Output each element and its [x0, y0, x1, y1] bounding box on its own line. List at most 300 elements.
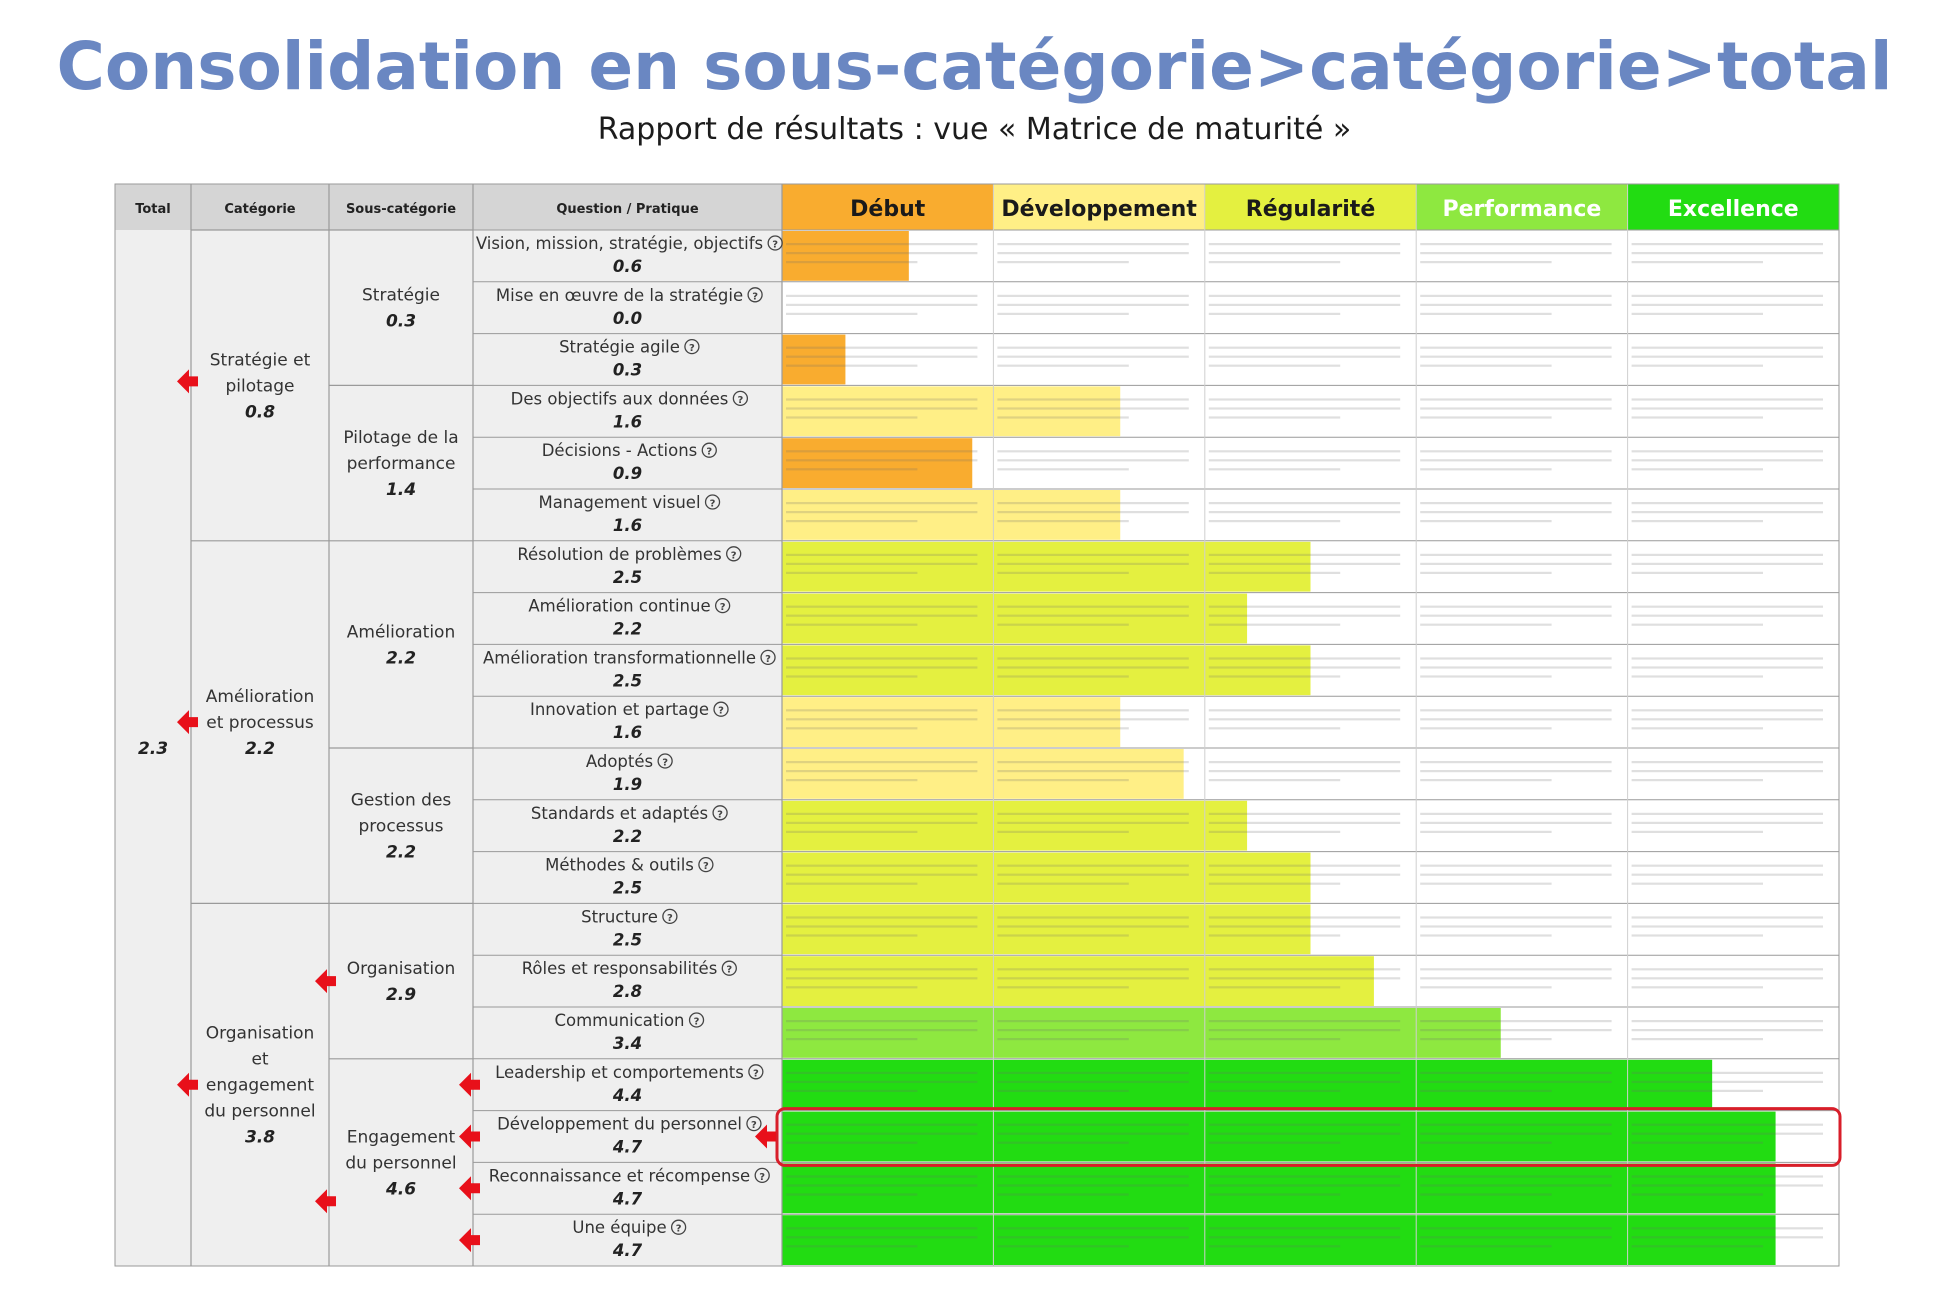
description-text-line	[1420, 822, 1611, 824]
description-text-line	[1420, 1133, 1611, 1135]
subcategory-score: 2.2	[385, 842, 417, 863]
description-text-line	[1209, 761, 1400, 763]
description-text-line	[997, 1175, 1188, 1177]
description-text-line	[786, 831, 917, 833]
description-text-line	[997, 407, 1188, 409]
question-label: Résolution de problèmes	[517, 544, 722, 564]
description-text-line	[997, 1038, 1128, 1040]
description-text-line	[1420, 1175, 1611, 1177]
description-text-line	[1632, 874, 1823, 876]
description-text-line	[1209, 450, 1400, 452]
description-text-line	[1632, 304, 1823, 306]
description-text-line	[997, 675, 1128, 677]
subcategory-score: 2.2	[385, 648, 417, 669]
description-text-line	[1420, 407, 1611, 409]
description-text-line	[1420, 1020, 1611, 1022]
description-text-line	[997, 1227, 1188, 1229]
description-text-line	[1209, 243, 1400, 245]
description-text-line	[1632, 1227, 1823, 1229]
subcategory-score: 2.9	[385, 985, 417, 1006]
description-text-line	[1632, 407, 1823, 409]
description-text-line	[786, 459, 977, 461]
description-text-line	[997, 657, 1188, 659]
description-text-line	[1420, 1029, 1611, 1031]
description-text-line	[1420, 1227, 1611, 1229]
question-label: Mise en œuvre de la stratégie	[495, 285, 744, 305]
description-text-line	[786, 502, 977, 504]
subcategory-label-line: Engagement	[346, 1127, 456, 1148]
level-label: Développement	[1001, 197, 1197, 222]
question-score: 0.6	[612, 257, 643, 276]
level-label: Début	[850, 197, 926, 222]
description-text-line	[786, 709, 977, 711]
description-text-line	[786, 883, 917, 885]
score-bar	[782, 335, 845, 385]
question-label: Méthodes & outils	[545, 855, 694, 875]
description-text-line	[1632, 1245, 1763, 1247]
description-text-line	[1420, 295, 1611, 297]
subcategory-label-line: Amélioration	[346, 622, 456, 643]
description-text-line	[1420, 468, 1551, 470]
description-text-line	[1632, 968, 1823, 970]
description-text-line	[1632, 1133, 1823, 1135]
help-icon-glyph: ?	[693, 1016, 700, 1028]
header-question: Question / Pratique	[556, 202, 699, 217]
category-label-line: Amélioration	[205, 687, 315, 708]
description-text-line	[1420, 520, 1551, 522]
description-text-line	[786, 554, 977, 556]
description-text-line	[1632, 606, 1823, 608]
description-text-line	[1209, 1029, 1400, 1031]
score-bar	[782, 594, 1247, 644]
description-text-line	[997, 347, 1188, 349]
description-text-line	[1420, 968, 1611, 970]
description-text-line	[1632, 520, 1763, 522]
description-text-line	[1209, 554, 1400, 556]
category-score: 0.8	[244, 402, 276, 423]
subcategory-score: 0.3	[385, 311, 417, 332]
description-text-line	[1209, 934, 1340, 936]
description-text-line	[997, 831, 1128, 833]
description-text-line	[1632, 1038, 1763, 1040]
description-text-line	[1632, 986, 1763, 988]
description-text-line	[1632, 1193, 1763, 1195]
description-text-line	[1420, 365, 1551, 367]
question-label: Des objectifs aux données	[510, 389, 729, 409]
description-text-line	[997, 925, 1188, 927]
description-text-line	[1209, 1020, 1400, 1022]
description-text-line	[1632, 243, 1823, 245]
description-text-line	[786, 1020, 977, 1022]
description-text-line	[997, 243, 1188, 245]
description-text-line	[1209, 831, 1340, 833]
description-text-line	[997, 563, 1188, 565]
description-text-line	[1420, 1072, 1611, 1074]
description-text-line	[1632, 416, 1763, 418]
description-text-line	[1420, 666, 1611, 668]
question-score: 2.5	[612, 671, 643, 691]
level-label: Excellence	[1667, 197, 1799, 222]
description-text-line	[1632, 761, 1823, 763]
description-text-line	[1209, 675, 1340, 677]
description-text-line	[1209, 347, 1400, 349]
description-text-line	[1209, 1124, 1400, 1126]
help-icon-glyph: ?	[706, 446, 713, 458]
description-text-line	[1632, 977, 1823, 979]
description-text-line	[786, 468, 917, 470]
description-text-line	[1632, 813, 1823, 815]
description-text-line	[786, 916, 977, 918]
description-text-line	[786, 416, 917, 418]
description-text-line	[1632, 347, 1823, 349]
description-text-line	[997, 986, 1128, 988]
description-text-line	[997, 727, 1128, 729]
question-score: 2.5	[612, 567, 643, 587]
description-text-line	[1209, 295, 1400, 297]
description-text-line	[786, 925, 977, 927]
description-text-line	[1632, 450, 1823, 452]
description-text-line	[1209, 865, 1400, 867]
description-text-line	[997, 874, 1188, 876]
description-text-line	[786, 261, 917, 263]
description-text-line	[997, 615, 1188, 617]
description-text-line	[786, 874, 977, 876]
description-text-line	[1420, 1236, 1611, 1238]
description-text-line	[997, 1184, 1188, 1186]
level-label: Performance	[1442, 197, 1602, 222]
question-score: 0.0	[612, 308, 643, 328]
description-text-line	[1632, 563, 1823, 565]
description-text-line	[997, 624, 1128, 626]
description-text-line	[1209, 1090, 1340, 1092]
subcategory-label-line: performance	[346, 454, 456, 475]
page-title: Consolidation en sous-catégorie>catégorie>total	[56, 28, 1893, 105]
header-subcategory: Sous-catégorie	[345, 202, 457, 217]
description-text-line	[1420, 934, 1551, 936]
category-score: 3.8	[244, 1127, 276, 1148]
page-subtitle: Rapport de résultats : vue « Matrice de maturité »	[597, 112, 1352, 147]
category-label-line: engagement	[205, 1075, 315, 1096]
description-text-line	[1209, 1236, 1400, 1238]
category-label-line: du personnel	[204, 1101, 316, 1122]
help-icon-glyph: ?	[675, 1223, 682, 1235]
description-text-line	[786, 1133, 977, 1135]
score-bar	[782, 386, 1120, 436]
description-text-line	[1632, 770, 1823, 772]
subcategory-label-line: Stratégie	[362, 285, 440, 306]
description-text-line	[997, 520, 1128, 522]
description-text-line	[786, 666, 977, 668]
description-text-line	[1632, 1236, 1823, 1238]
score-bar	[782, 490, 1120, 540]
description-text-line	[1420, 563, 1611, 565]
question-label: Innovation et partage	[529, 700, 710, 720]
description-text-line	[1632, 468, 1763, 470]
description-text-line	[997, 1124, 1188, 1126]
description-text-line	[786, 511, 977, 513]
category-label-line: Organisation	[205, 1023, 315, 1044]
description-text-line	[786, 865, 977, 867]
description-text-line	[1420, 865, 1611, 867]
description-text-line	[1632, 398, 1823, 400]
description-text-line	[1420, 261, 1551, 263]
description-text-line	[1420, 502, 1611, 504]
description-text-line	[997, 883, 1128, 885]
subcategory-label-line: du personnel	[345, 1153, 457, 1174]
description-text-line	[1420, 606, 1611, 608]
description-text-line	[1420, 977, 1611, 979]
subcategory-label-line: Organisation	[346, 959, 456, 980]
subcategory-label-line: processus	[358, 816, 444, 837]
description-text-line	[1420, 986, 1551, 988]
description-text-line	[1632, 727, 1763, 729]
description-text-line	[1420, 1245, 1551, 1247]
description-text-line	[786, 365, 917, 367]
description-text-line	[786, 1090, 917, 1092]
description-text-line	[997, 356, 1188, 358]
description-text-line	[997, 666, 1188, 668]
description-text-line	[997, 511, 1188, 513]
description-text-line	[1209, 615, 1400, 617]
question-score: 3.4	[612, 1034, 643, 1053]
question-score: 2.2	[612, 619, 643, 639]
description-text-line	[1209, 1142, 1340, 1144]
question-score: 2.2	[612, 826, 643, 846]
description-text-line	[1632, 822, 1823, 824]
description-text-line	[1209, 822, 1400, 824]
question-label: Communication	[554, 1011, 685, 1030]
description-text-line	[786, 563, 977, 565]
description-text-line	[786, 986, 917, 988]
description-text-line	[997, 416, 1128, 418]
score-bar	[782, 542, 1311, 592]
description-text-line	[1632, 313, 1763, 315]
help-icon-glyph: ?	[662, 757, 669, 769]
description-text-line	[1209, 657, 1400, 659]
description-text-line	[1420, 1142, 1551, 1144]
question-score: 4.4	[612, 1085, 643, 1105]
question-label: Management visuel	[538, 493, 701, 512]
help-icon-glyph: ?	[737, 394, 744, 406]
description-text-line	[997, 365, 1128, 367]
description-text-line	[1420, 624, 1551, 626]
help-icon-glyph: ?	[752, 1068, 759, 1080]
description-text-line	[1632, 1020, 1823, 1022]
description-text-line	[997, 502, 1188, 504]
score-bar	[782, 1008, 1501, 1058]
score-bar	[782, 956, 1374, 1006]
question-label: Adoptés	[585, 752, 654, 771]
total-score: 2.3	[137, 739, 169, 759]
description-text-line	[1420, 416, 1551, 418]
description-text-line	[1632, 865, 1823, 867]
help-icon-glyph: ?	[718, 705, 724, 717]
description-text-line	[786, 1245, 917, 1247]
description-text-line	[1632, 1029, 1823, 1031]
description-text-line	[786, 295, 977, 297]
description-text-line	[997, 977, 1188, 979]
description-text-line	[1420, 1124, 1611, 1126]
description-text-line	[1209, 1175, 1400, 1177]
description-text-line	[997, 459, 1188, 461]
description-text-line	[1632, 615, 1823, 617]
score-bar	[782, 438, 972, 488]
description-text-line	[1420, 615, 1611, 617]
description-text-line	[1209, 977, 1400, 979]
description-text-line	[997, 1133, 1188, 1135]
description-text-line	[1420, 874, 1611, 876]
question-label: Rôles et responsabilités	[521, 959, 718, 979]
description-text-line	[997, 304, 1188, 306]
description-text-line	[1420, 718, 1611, 720]
description-text-line	[786, 1142, 917, 1144]
description-text-line	[1632, 1072, 1823, 1074]
header-category: Catégorie	[224, 202, 296, 217]
description-text-line	[1209, 252, 1400, 254]
description-text-line	[1209, 356, 1400, 358]
description-text-line	[1632, 657, 1823, 659]
description-text-line	[786, 520, 917, 522]
description-text-line	[786, 968, 977, 970]
level-label: Régularité	[1245, 197, 1376, 222]
description-text-line	[1632, 252, 1823, 254]
description-text-line	[786, 313, 917, 315]
question-label: Amélioration transformationnelle	[482, 648, 757, 668]
description-text-line	[1209, 511, 1400, 513]
help-icon-glyph: ?	[717, 809, 723, 821]
description-text-line	[1420, 727, 1551, 729]
description-text-line	[997, 252, 1188, 254]
description-text-line	[786, 572, 917, 574]
description-text-line	[1420, 883, 1551, 885]
description-text-line	[1632, 925, 1823, 927]
question-score: 2.8	[612, 982, 643, 1002]
description-text-line	[1209, 407, 1400, 409]
description-text-line	[786, 779, 917, 781]
description-text-line	[786, 1072, 977, 1074]
description-text-line	[1632, 502, 1823, 504]
question-score: 4.7	[612, 1137, 643, 1157]
description-text-line	[786, 615, 977, 617]
description-text-line	[1209, 1184, 1400, 1186]
description-text-line	[1632, 1142, 1763, 1144]
description-text-line	[1420, 761, 1611, 763]
description-text-line	[1420, 304, 1611, 306]
help-icon-glyph: ?	[689, 343, 695, 355]
help-icon-glyph: ?	[730, 550, 737, 562]
help-icon-glyph: ?	[666, 912, 673, 924]
description-text-line	[997, 916, 1188, 918]
description-text-line	[1632, 718, 1823, 720]
description-text-line	[1209, 365, 1340, 367]
description-text-line	[1632, 261, 1763, 263]
description-text-line	[1209, 606, 1400, 608]
description-text-line	[1209, 813, 1400, 815]
question-label: Structure	[581, 907, 658, 927]
description-text-line	[1420, 450, 1611, 452]
description-text-line	[997, 934, 1128, 936]
description-text-line	[786, 1236, 977, 1238]
description-text-line	[1209, 459, 1400, 461]
description-text-line	[1632, 365, 1763, 367]
question-score: 2.5	[612, 878, 643, 898]
description-text-line	[1209, 261, 1340, 263]
description-text-line	[786, 606, 977, 608]
description-text-line	[786, 243, 977, 245]
description-text-line	[1632, 883, 1763, 885]
description-text-line	[1420, 1038, 1551, 1040]
description-text-line	[997, 709, 1188, 711]
description-text-line	[997, 1081, 1188, 1083]
description-text-line	[1420, 252, 1611, 254]
question-score: 1.6	[612, 516, 643, 535]
description-text-line	[997, 313, 1128, 315]
description-text-line	[997, 468, 1128, 470]
description-text-line	[1209, 624, 1340, 626]
question-score: 2.5	[612, 930, 643, 950]
description-text-line	[786, 398, 977, 400]
description-text-line	[1209, 874, 1400, 876]
category-label-line: et processus	[206, 713, 314, 734]
category-label-line: et	[251, 1049, 269, 1070]
help-icon-glyph: ?	[709, 498, 716, 510]
description-text-line	[997, 718, 1188, 720]
description-text-line	[1420, 1193, 1551, 1195]
description-text-line	[1420, 675, 1551, 677]
description-text-line	[1209, 572, 1340, 574]
description-text-line	[1209, 1081, 1400, 1083]
question-score: 4.7	[612, 1189, 643, 1209]
description-text-line	[1420, 770, 1611, 772]
question-score: 1.6	[612, 412, 643, 432]
description-text-line	[1632, 934, 1763, 936]
description-text-line	[1420, 925, 1611, 927]
description-text-line	[997, 1090, 1128, 1092]
description-text-line	[997, 1020, 1188, 1022]
description-text-line	[786, 450, 977, 452]
score-bar	[782, 1060, 1712, 1110]
question-label: Reconnaissance et récompense	[488, 1166, 751, 1186]
description-text-line	[1209, 727, 1340, 729]
question-label: Développement du personnel	[497, 1114, 742, 1134]
description-text-line	[997, 261, 1128, 263]
description-text-line	[786, 770, 977, 772]
description-text-line	[1632, 624, 1763, 626]
description-text-line	[786, 1081, 977, 1083]
description-text-line	[1420, 554, 1611, 556]
description-text-line	[1209, 416, 1340, 418]
description-text-line	[1420, 511, 1611, 513]
description-text-line	[1632, 1184, 1823, 1186]
question-score: 0.9	[612, 464, 643, 484]
question-label: Une équipe	[572, 1218, 667, 1238]
description-text-line	[786, 356, 977, 358]
description-text-line	[1209, 916, 1400, 918]
description-text-line	[997, 1142, 1128, 1144]
description-text-line	[997, 572, 1128, 574]
score-bar	[782, 904, 1311, 954]
description-text-line	[786, 252, 977, 254]
score-bar	[782, 1112, 1776, 1162]
description-text-line	[1209, 398, 1400, 400]
subcategory-label-line: Pilotage de la	[343, 428, 459, 449]
category-label-line: pilotage	[225, 376, 295, 397]
description-text-line	[1420, 347, 1611, 349]
question-score: 1.6	[612, 723, 643, 743]
description-text-line	[1209, 1227, 1400, 1229]
description-text-line	[997, 295, 1188, 297]
description-text-line	[1420, 779, 1551, 781]
